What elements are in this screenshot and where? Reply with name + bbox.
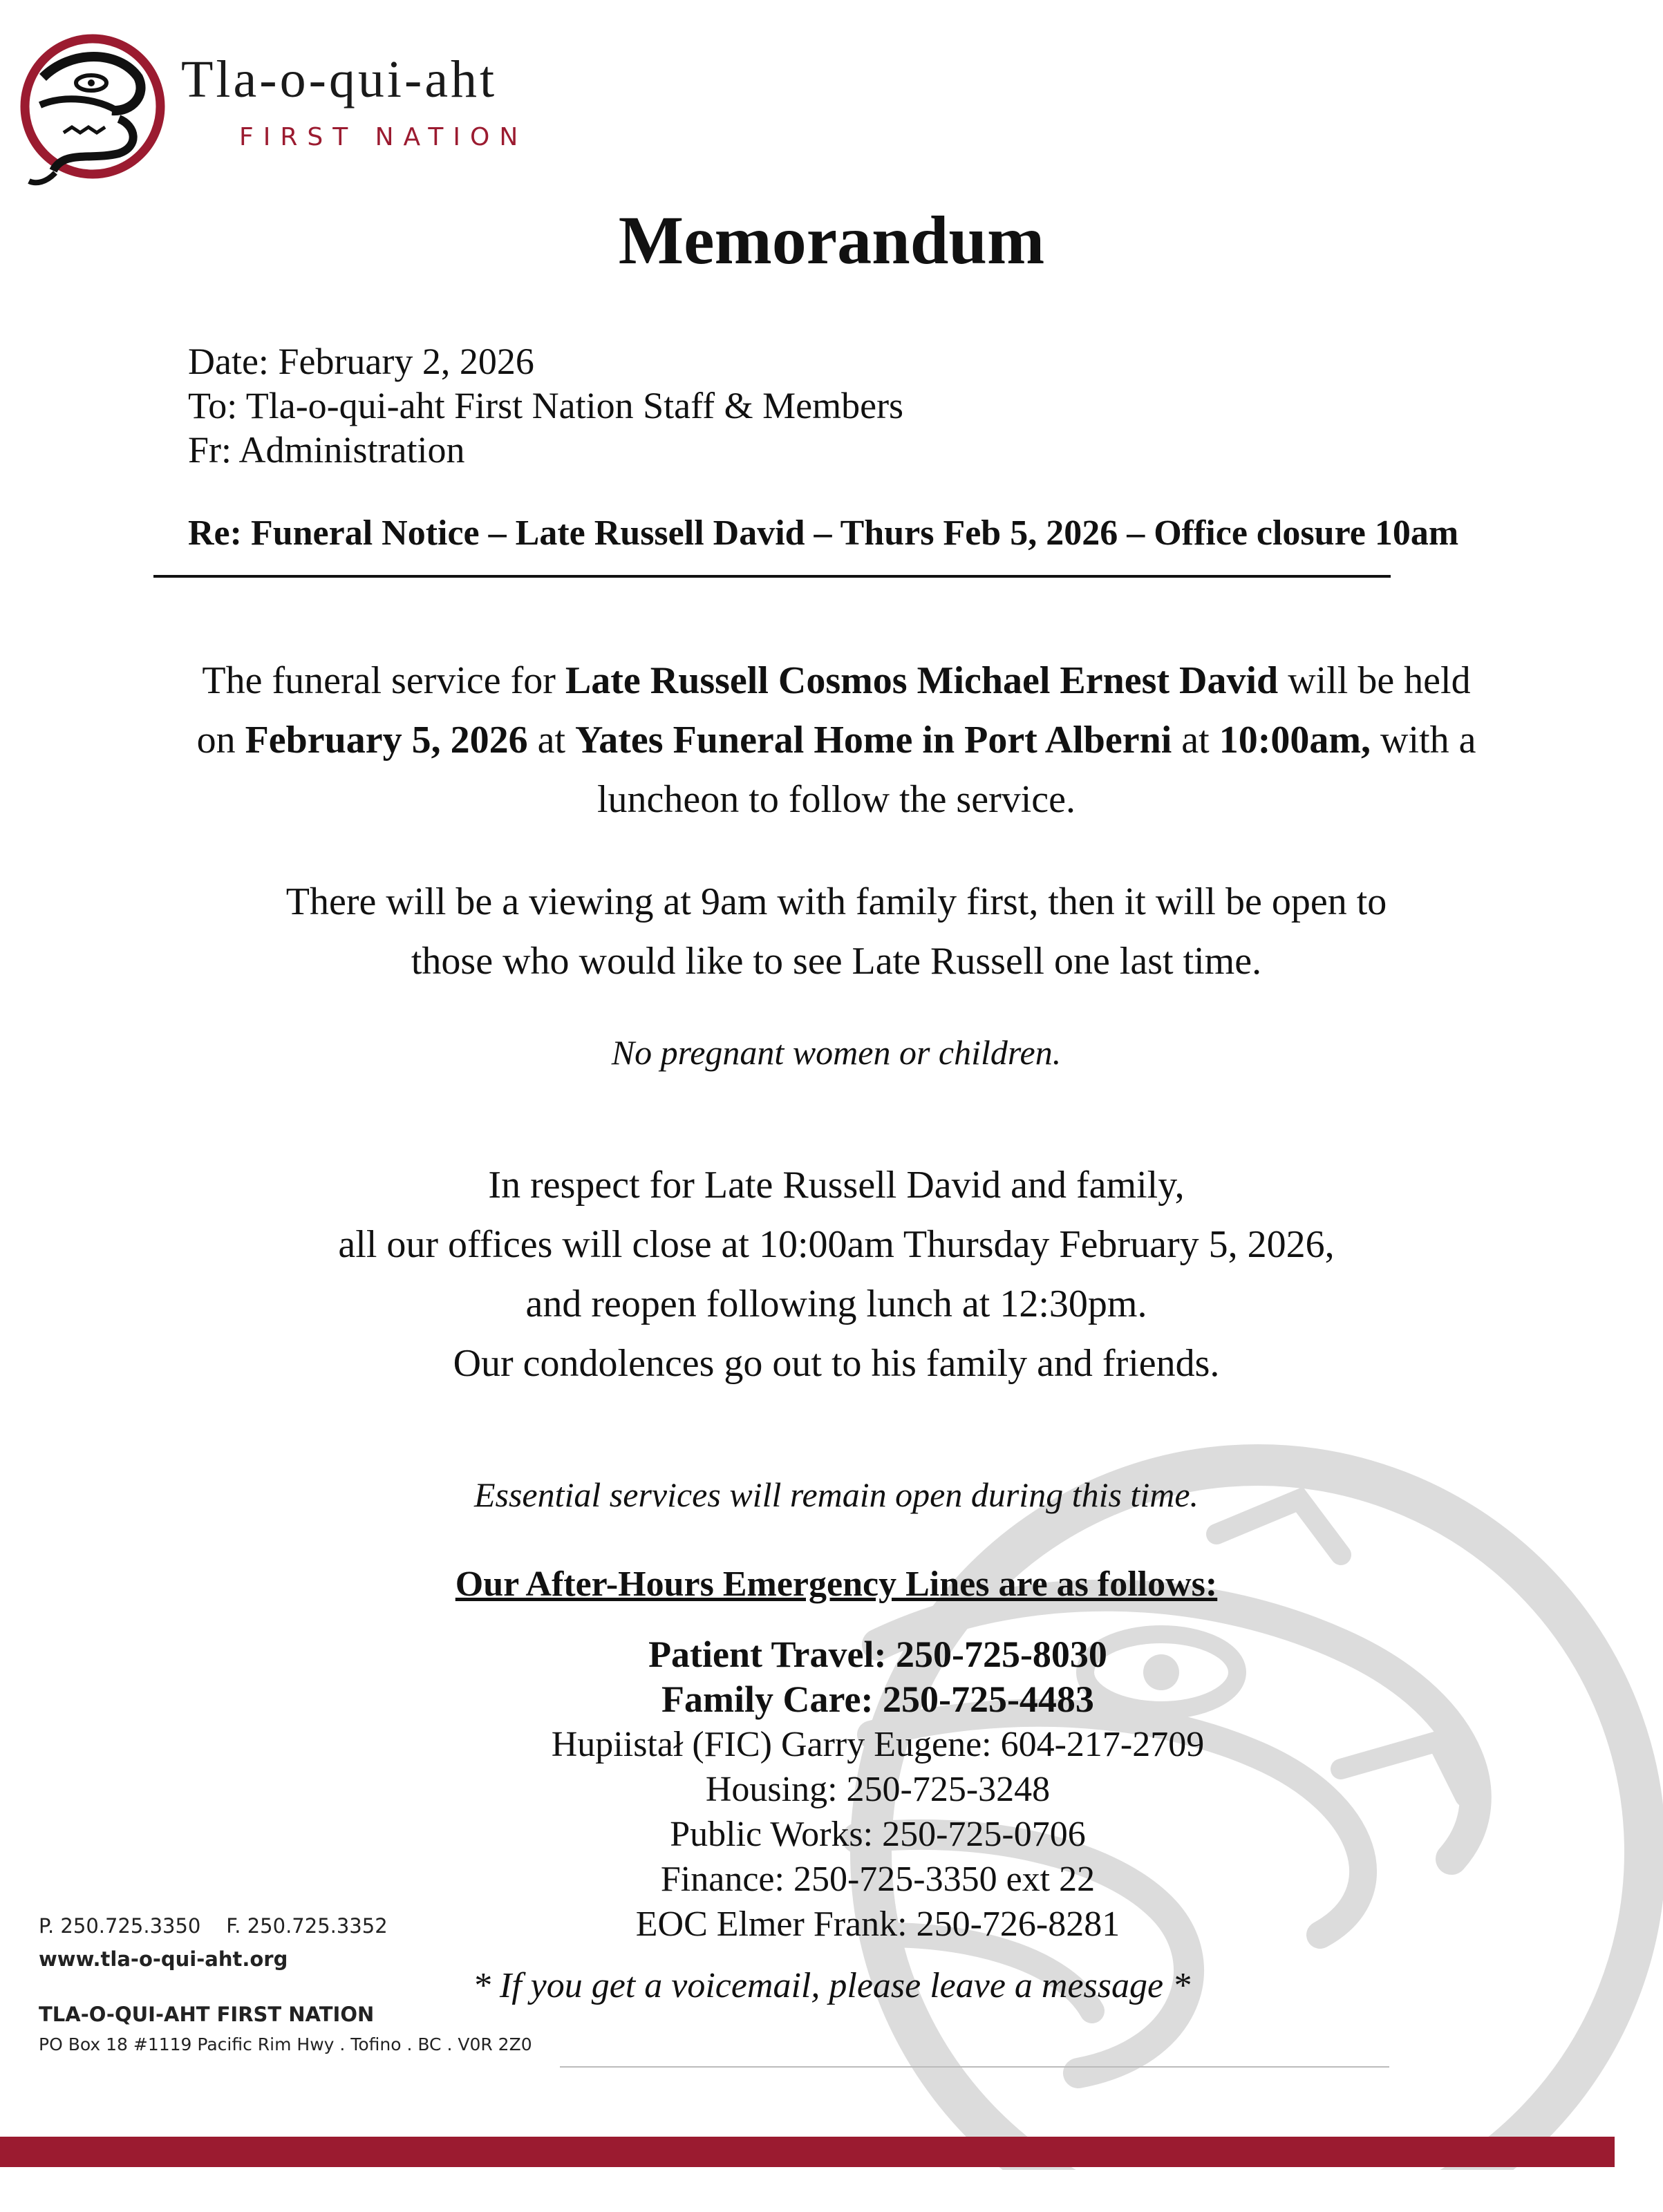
- footer-phone: 250.725.3350: [60, 1914, 201, 1938]
- footer-org-name: TLA-O-QUI-AHT FIRST NATION: [39, 2003, 375, 2026]
- emergency-contact-list: [387, 1632, 1369, 1947]
- viewing-line-2: those who would like to see Late Russell one last time.: [411, 940, 1262, 983]
- p1-deceased-name: Late Russell Cosmos Michael Ernest David: [565, 659, 1279, 702]
- contact-housing: Housing: 250-725-3248: [705, 1770, 1051, 1809]
- fax-label: F.: [226, 1914, 241, 1938]
- footer-fax: 250.725.3352: [247, 1914, 388, 1938]
- p1-text-1: The funeral service for: [202, 659, 565, 702]
- contact-patient-travel: Patient Travel: 250-725-8030: [648, 1634, 1107, 1675]
- footer-website[interactable]: www.tla-o-qui-aht.org: [39, 1947, 288, 1971]
- memo-title: Memorandum: [618, 202, 1045, 278]
- essential-services-note: Essential services will remain open during this time.: [473, 1475, 1199, 1514]
- no-pregnant-note: No pregnant women or children.: [611, 1033, 1062, 1072]
- p1-location: Yates Funeral Home in Port Alberni: [575, 719, 1172, 762]
- p1-text-4: at: [1172, 719, 1219, 762]
- respect-line-3: and reopen following lunch at 12:30pm.: [525, 1283, 1147, 1325]
- respect-line-4: Our condolences go out to his family and friends.: [453, 1342, 1220, 1385]
- header-divider: [153, 575, 1391, 578]
- contact-hupiistal: Hupiistał (FIC) Garry Eugene: 604-217-2709: [551, 1725, 1205, 1764]
- memo-subject: Re: Funeral Notice – Late Russell David – Thurs Feb 5, 2026 – Office closure 10am: [188, 513, 1459, 553]
- p1-text-2: will be held on: [196, 659, 1471, 762]
- tla-o-qui-aht-logo-icon: [15, 29, 169, 189]
- p1-date: February 5, 2026: [245, 719, 528, 762]
- funeral-service-paragraph: [180, 651, 1493, 829]
- contact-public-works: Public Works: 250-725-0706: [670, 1815, 1086, 1854]
- contact-family-care: Family Care: 250-725-4483: [661, 1679, 1094, 1720]
- viewing-line-1: There will be a viewing at 9am with family first, then it will be open to: [285, 880, 1387, 923]
- respect-line-2: all our offices will close at 10:00am Thursday February 5, 2026,: [338, 1223, 1335, 1266]
- contact-finance: Finance: 250-725-3350 ext 22: [660, 1860, 1096, 1899]
- memo-date: Date: February 2, 2026: [188, 341, 534, 382]
- footer-address: PO Box 18 #1119 Pacific Rim Hwy . Tofino . BC . V0R 2Z0: [39, 2034, 532, 2054]
- voicemail-note: * If you get a voicemail, please leave a message *: [472, 1966, 1191, 2005]
- bottom-brand-bar: [0, 2137, 1615, 2167]
- org-name: Tla-o-qui-aht: [181, 50, 498, 108]
- memo-from: Fr: Administration: [188, 429, 465, 471]
- emergency-lines-heading: Our After-Hours Emergency Lines are as follows:: [455, 1565, 1218, 1604]
- p1-text-5: with a luncheon to follow the service.: [596, 719, 1476, 821]
- footer-divider: [560, 2066, 1389, 2068]
- respect-line-1: In respect for Late Russell David and family,: [488, 1164, 1185, 1207]
- footer-phone-fax: [39, 1914, 388, 1938]
- p1-time: 10:00am,: [1219, 719, 1371, 762]
- phone-label: P.: [39, 1914, 55, 1938]
- org-subtitle: FIRST NATION: [239, 123, 528, 151]
- p1-text-3: at: [527, 719, 576, 762]
- contact-eoc: EOC Elmer Frank: 250-726-8281: [635, 1904, 1120, 1944]
- memo-to: To: Tla-o-qui-aht First Nation Staff & Members: [188, 385, 904, 426]
